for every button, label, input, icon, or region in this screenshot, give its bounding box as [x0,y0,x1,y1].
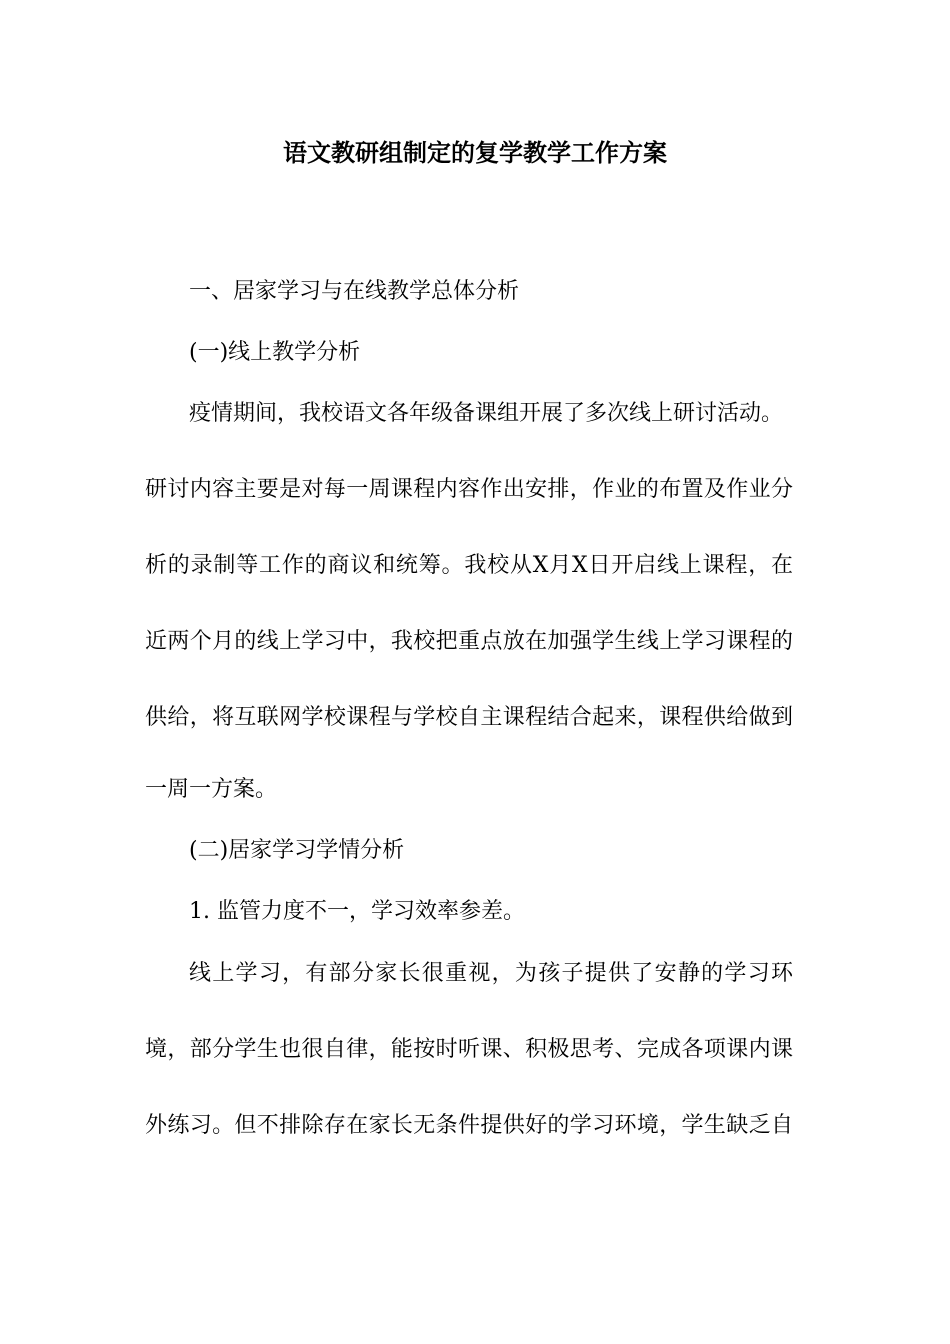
document-title: 语文教研组制定的复学教学工作方案 [283,138,667,167]
section-heading: 一、居家学习与在线教学总体分析 [189,279,520,304]
paragraph-line: 近两个月的线上学习中，我校把重点放在加强学生线上学习课程的 [145,629,793,654]
paragraph-line: 外练习。但不排除存在家长无条件提供好的学习环境，学生缺乏自 [145,1113,793,1138]
subsection-heading: (一)线上教学分析 [189,340,361,365]
paragraph-line: 研讨内容主要是对每一周课程内容作出安排，作业的布置及作业分 [145,477,793,502]
paragraph-line: 疫情期间，我校语文各年级备课组开展了多次线上研讨活动。 [189,401,784,426]
list-item-heading: 1. 监管力度不一，学习效率参差。 [189,899,525,924]
paragraph-line: 供给，将互联网学校课程与学校自主课程结合起来，课程供给做到 [145,705,793,730]
paragraph-line: 一周一方案。 [145,777,278,802]
paragraph-line: 境，部分学生也很自律，能按时听课、积极思考、完成各项课内课 [145,1037,793,1062]
subsection-heading: (二)居家学习学情分析 [189,838,405,863]
paragraph-line: 析的录制等工作的商议和统筹。我校从X月X日开启线上课程，在 [145,553,793,578]
paragraph-line: 线上学习，有部分家长很重视，为孩子提供了安静的学习环 [189,961,793,986]
